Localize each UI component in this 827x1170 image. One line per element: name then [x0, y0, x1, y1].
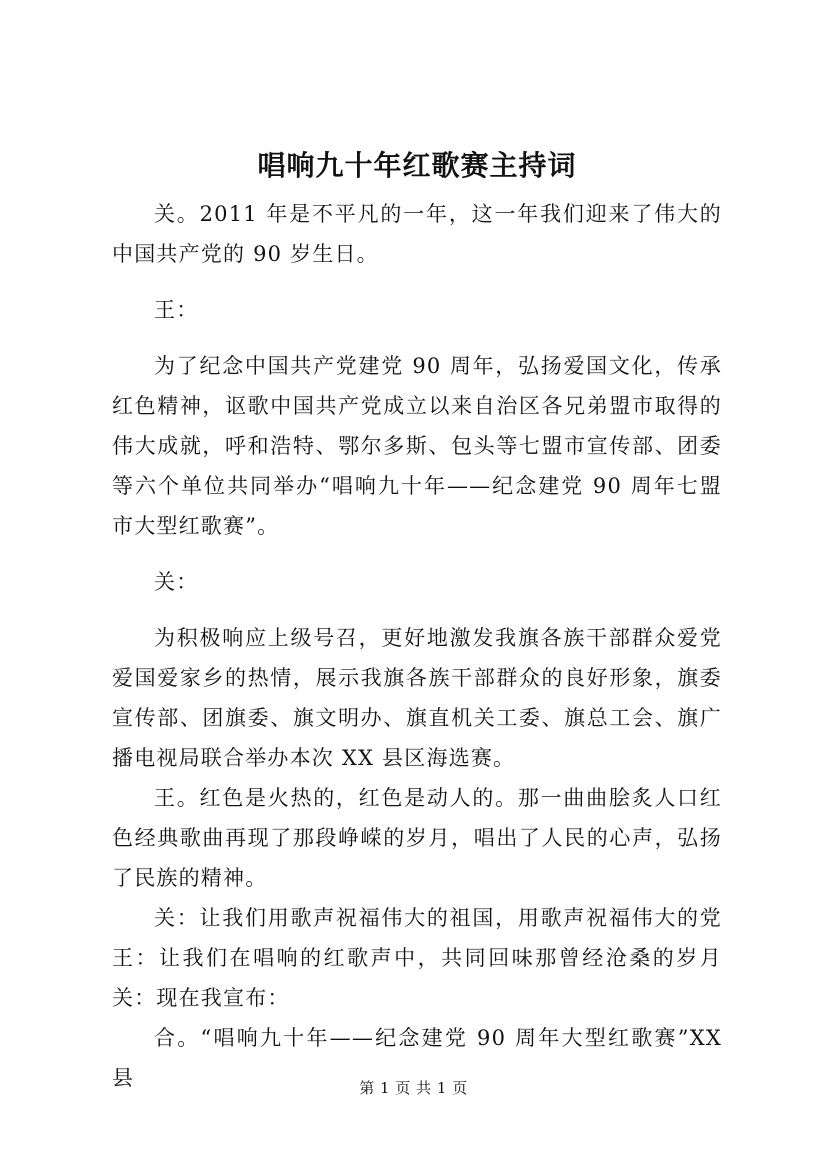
paragraph-5: 为积极响应上级号召，更好地激发我旗各族干部群众爱党爱国爱家乡的热情，展示我旗各族干部群众的良好形象，旗委宣传部、团旗委、旗文明办、旗直机关工委、旗总工会、旗广播电视局联合举办本次 XX 县区海选赛。 [112, 626, 722, 770]
document-page [112, 0, 722, 1170]
document-body [112, 194, 722, 1098]
paragraph-7: 关：让我们用歌声祝福伟大的祖国，用歌声祝福伟大的党王：让我们在唱响的红歌声中，共同回味那曾经沧桑的岁月关：现在我宣布： [112, 906, 722, 1010]
paragraph-3: 为了纪念中国共产党建党 90 周年，弘扬爱国文化，传承红色精神，讴歌中国共产党成立以来自治区各兄弟盟市取得的伟大成就，呼和浩特、鄂尔多斯、包头等七盟市宣传部、团委等六个单位共同举办“唱响九十年——纪念建党 90 周年七盟市大型红歌赛”。 [112, 354, 722, 538]
paragraph-6: 王。红色是火热的，红色是动人的。那一曲曲脍炙人口红色经典歌曲再现了那段峥嵘的岁月，唱出了人民的心声，弘扬了民族的精神。 [112, 786, 722, 890]
document-title: 唱响九十年红歌赛主持词 [257, 149, 577, 182]
paragraph-8: 合。“唱响九十年——纪念建党 90 周年大型红歌赛”XX 县 [112, 1026, 722, 1090]
page-footer: 第 1 页 共 1 页 [359, 1079, 468, 1097]
paragraph-1: 关。2011 年是不平凡的一年，这一年我们迎来了伟大的中国共产党的 90 岁生日。 [112, 202, 722, 266]
paragraph-4: 关： [154, 570, 199, 594]
paragraph-2: 王： [154, 298, 199, 322]
